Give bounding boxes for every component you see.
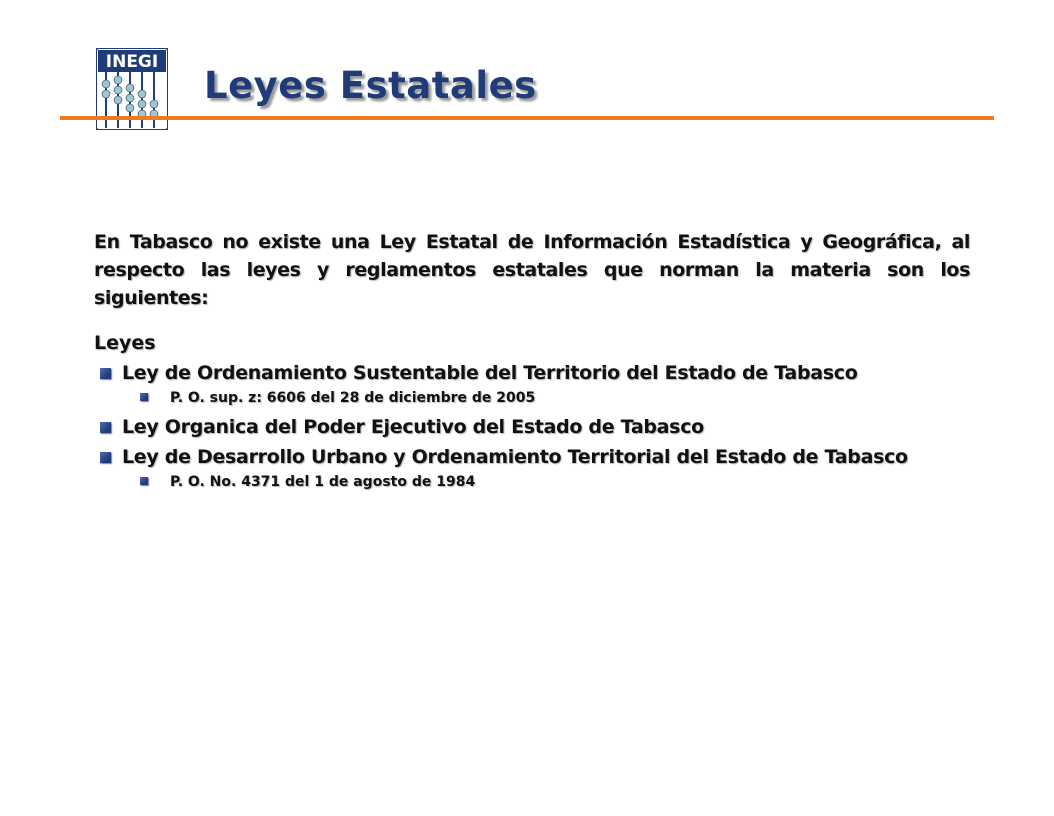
law-item-label: Ley Organica del Poder Ejecutivo del Estado de Tabasco [122, 416, 704, 438]
square-bullet-icon [140, 393, 148, 401]
square-bullet-icon [140, 477, 148, 485]
slide-body [94, 228, 970, 498]
slide-title: Leyes Estatales [204, 64, 537, 107]
law-item-label: Ley de Ordenamiento Sustentable del Territorio del Estado de Tabasco [122, 362, 858, 384]
law-subitem-label: P. O. sup. z: 6606 del 28 de diciembre de 2005 [170, 390, 536, 406]
section-heading: Leyes [94, 332, 156, 354]
law-list [94, 360, 970, 492]
square-bullet-icon [100, 452, 111, 463]
law-item [94, 444, 970, 470]
square-bullet-icon [100, 422, 111, 433]
intro-paragraph [94, 228, 970, 312]
logo-text: INEGI [105, 52, 159, 72]
square-bullet-icon [100, 368, 111, 379]
law-item [94, 414, 970, 440]
intro-text-end: , al respecto las leyes y reglamentos estatales que norman la materia son los siguientes: [94, 231, 970, 309]
law-subitem [94, 472, 970, 492]
header-rule [60, 116, 994, 120]
intro-highlight: Ley Estatal de Información Estadística y Geográfica [379, 231, 935, 253]
law-subitem [94, 388, 970, 408]
law-item [94, 360, 970, 386]
law-subitem-label: P. O. No. 4371 del 1 de agosto de 1984 [170, 474, 476, 490]
intro-text-start: En Tabasco no existe una [94, 231, 380, 253]
law-item-label: Ley de Desarrollo Urbano y Ordenamiento Territorial del Estado de Tabasco [122, 446, 908, 468]
